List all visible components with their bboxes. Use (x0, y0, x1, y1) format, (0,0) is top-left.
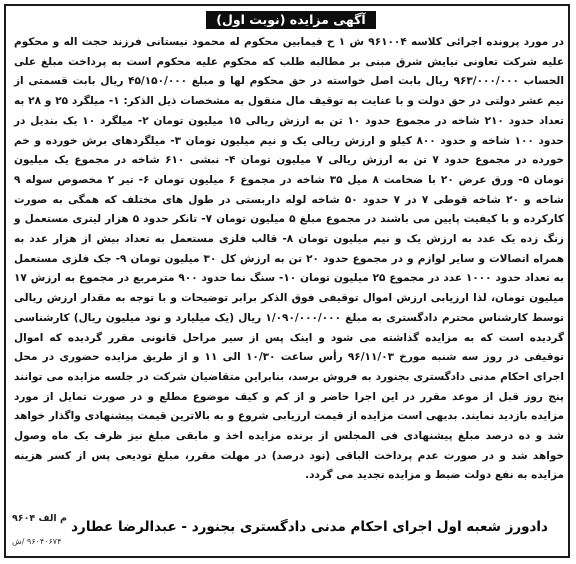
notice-body: در مورد پرونده اجرائی کلاسه ۹۶۱۰۰۴ ش ۱ ح فیمابین محکوم له محمود نیستانی فرزند حجت اله و محکوم علیه شرکت تعاونی نیایش شرق مبنی بر مطالبه طلب که محکوم علیه محکوم است به پرداخت مبلغ علی الحساب ۹۶۳/۰۰۰/۰۰۰ ریال بابت اصل خواسته در حق محکوم لها و مبلغ ۴۵/۱۵۰/۰۰۰ ریال بابت قسمتی از نیم عشر دولتی در حق دولت و با عنایت به توقیف مال منقول به مشخصات ذیل الذکر: ۱- میلگرد ۲۵ و ۲۸ به تعداد حدود ۲۱۰ شاخه در مجموع حدود ۱۰ تن به ارزش ریالی ۱۵ میلیون تومان ۲- میلگرد ۱۰ یک بندیل در حدود ۱۰۰ شاخه و حدود ۸۰۰ کیلو و ارزش ریالی یک و نیم میلیون تومان ۳- میلگردهای برش خورده و خم خورده در مجموع حدود ۷ تن به ارزش ریالی ۷ میلیون تومان ۴- نبشی ۶۱۰ شاخه در مجموع یک میلیون تومان ۵- ورق عرض ۲۰ با ضخامت ۸ میل ۳۵ شاخه در مجموع ۶ میلیون تومان ۶- تیر ۲ مخصوص سوله ۹ شاخه و ۲۰ شاخه قوطی ۷ در ۷ حدود ۵۰ شاخه لوله داربستی در طول های مختلف که همگی به صورت کارکرده و با کیفیت پایین می باشند در مجموع مبلغ ۵ میلیون تومان ۷- تانکر حدود ۵ هزار لیتری مستعمل و زنگ زده یک عدد به ارزش یک و نیم میلیون تومان ۸- قالب فلزی مستعمل به تعداد بیش از هزار عدد به همراه اتصالات و سایر لوازم و در مجموع حدود ۲۰ تن به ارزش کل ۳۰ میلیون تومان ۹- جک فلزی مستعمل به تعداد حدود ۱۰۰۰ عدد در مجموع ۲۵ میلیون تومان ۱۰- سنگ نما حدود ۹۰۰ مترمربع در مجموع به ارزش ۱۷ میلیون تومان، لذا ارزیابی ارزش اموال توقیفی فوق الذکر برابر توضیحات و با توجه به مقدار ارزش ریالی توسط کارشناس محترم دادگستری به مبلغ ۱/۰۹۰/۰۰۰/۰۰۰ ریال (یک میلیارد و نود میلیون ریال) کارشناسی گردیده است که به مزایده گذاشته می شود و اینک پس از سیر مراحل قانونی مقرر گردیده که اموال توقیفی در روز سه شنبه مورخ ۹۶/۱۱/۰۳ رأس ساعت ۱۰/۳۰ الی ۱۱ و از طریق مزایده حضوری در محل اجرای احکام مدنی دادگستری بجنورد به فروش برسد، بنابراین متقاضیان شرکت در جلسه مزایده می توانند پنج روز قبل از موعد مقرر در این اجرا حاضر و از کم و کیف موضوع مطلع و در صورت تمایل از مورد مزایده بازدید نمایند. بدیهی است مزایده از قیمت ارزیابی شروع و به بالاترین قیمت پیشنهادی واگذار خواهد شد و ده درصد مبلغ پیشنهادی فی المجلس از برنده مزایده اخذ و مابقی مبلغ نیز ظرف یک ماه وصول خواهد شد و در صورت عدم پرداخت الباقی (نود درصد) در مهلت مقرر، مبلغ تودیعی پس از کسر هزینه مزایده به نفع دولت ضبط و مزایده تجدید می گردد. (14, 36, 565, 482)
reference-code: م الف ۹۶۰۴ (12, 513, 67, 524)
notice-title: آگهی مزایده (نوبت اول) (206, 11, 376, 29)
tracking-code: ۹۶۰۴۰۶۷۴ /ش (12, 537, 62, 546)
notice-footer (6, 513, 568, 553)
notice-frame (4, 4, 570, 558)
signature-line: دادورز شعبه اول اجرای احکام مدنی دادگستری بجنورد - عبدالرضا عطارد (71, 519, 548, 535)
